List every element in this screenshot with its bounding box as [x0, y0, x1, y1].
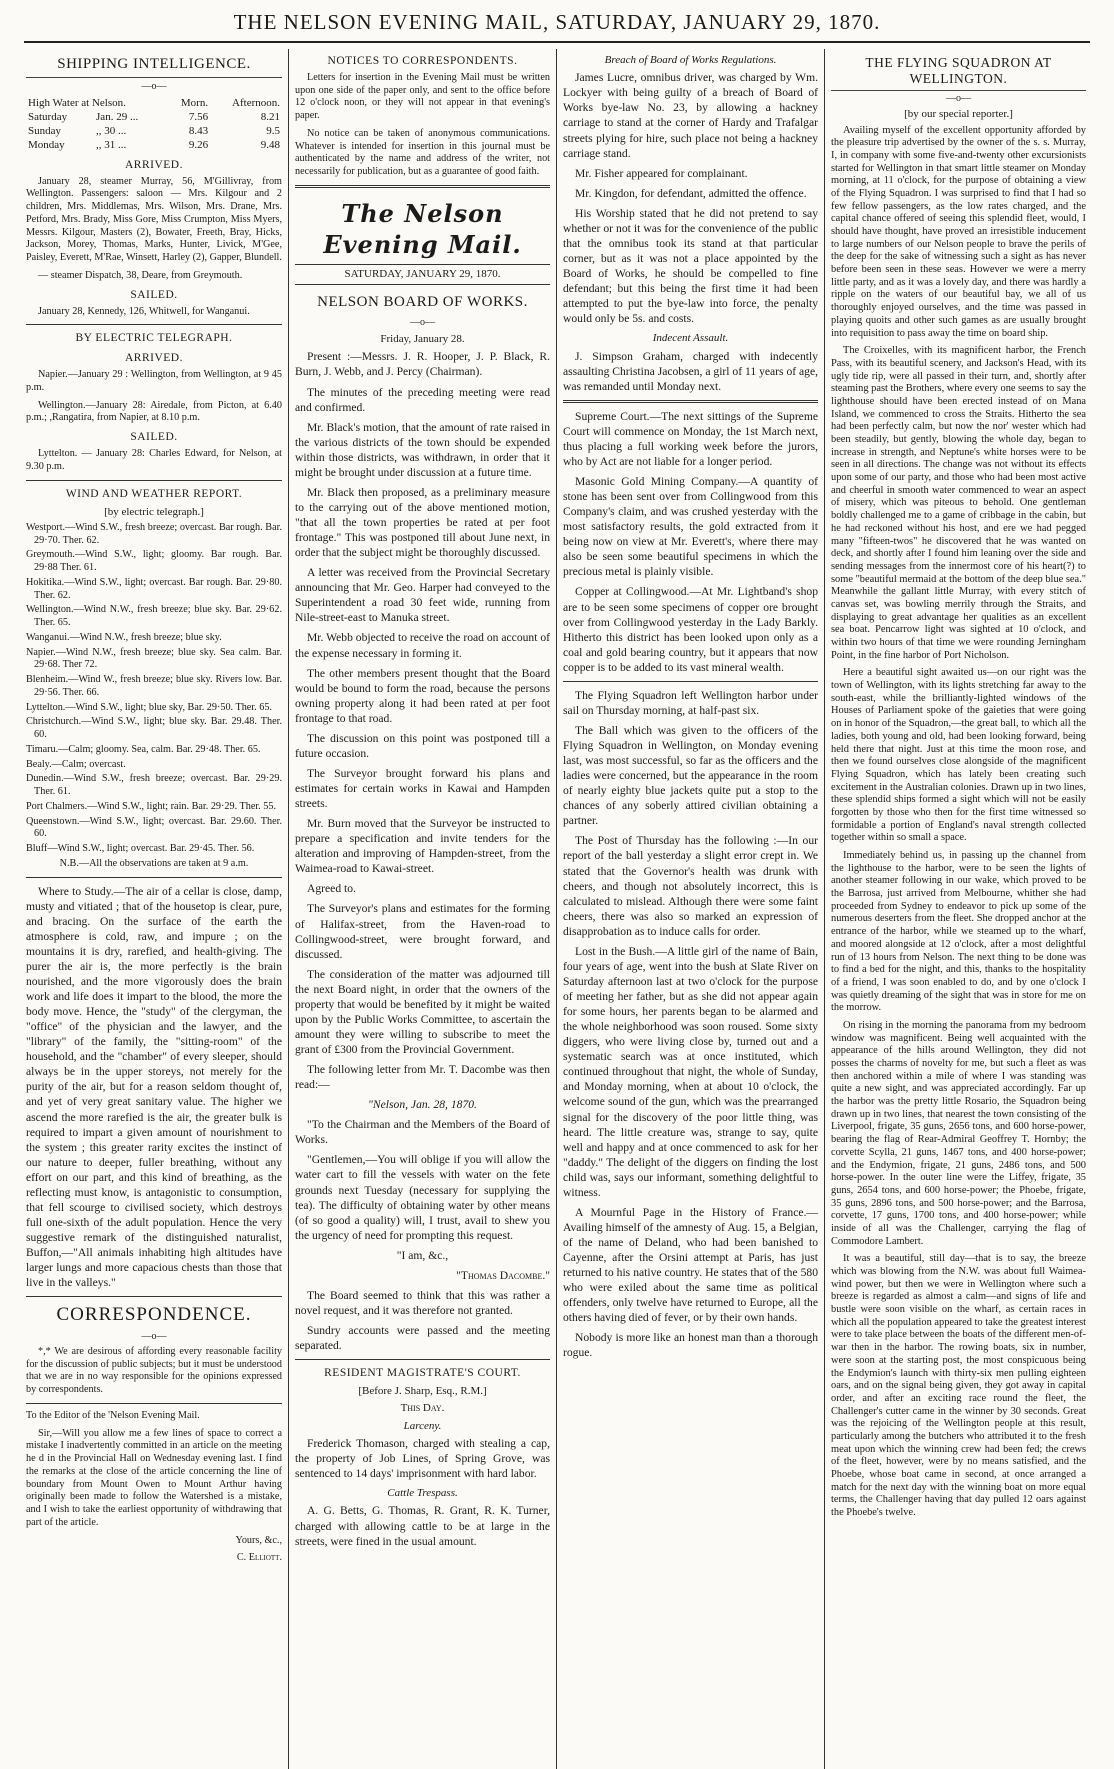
court-title: RESIDENT MAGISTRATE'S COURT.	[324, 1367, 521, 1380]
shipping-title: SHIPPING INTELLIGENCE.	[26, 55, 282, 78]
ornament: —o—	[946, 92, 971, 104]
tide-row: Saturday Jan. 29 ... 7.56 8.21	[28, 110, 280, 123]
board-paragraph: The discussion on this point was postponed till a future occasion.	[295, 731, 550, 760]
paper-title: The Nelson Evening Mail.	[323, 198, 522, 260]
column-3	[556, 49, 824, 1769]
news-item: Copper at Collingwood.—At Mr. Lightband's shop are to be seen some specimens of copper ore brought over from Collingwood yesterday in the Lady Barkly. Hitherto this district has been looked upon only as a coal and gold bearing country, but it appears that now copper is to be added to its vast mineral wealth.	[563, 585, 818, 674]
letter-to: To the Editor of the 'Nelson Evening Mail.	[26, 1409, 200, 1421]
telegraph-sailed-heading: SAILED.	[130, 431, 178, 444]
court-paragraph: His Worship stated that he did not pretend to say whether or not it was for the convenience of the public that the omnibus took its stand at that particular corner, but as it was not a place appointed by the Board of Works, he should be compelled to fine defendant; but this being the first time it had been attempted to put the bye-law into force, the penalty would only be 5s. and costs.	[563, 206, 818, 326]
weather-list	[26, 522, 282, 856]
correspondence-notice: *,* We are desirous of affording every reasonable facility for the discussion of public subjects; but it must be understood that we are in no way responsible for the opinions expressed by correspondents.	[26, 1345, 282, 1396]
weather-entry: Bluff—Wind S.W., light; overcast. Bar. 29·45. Ther. 56.	[26, 843, 255, 855]
study-article: Where to Study.—The air of a cellar is close, damp, musty and vitiated ; that of the housetop is clear, pure, and bracing. On the surface of the earth the atmosphere is cold, raw, and impure ; on the mountains it is dry, rarefied, and health-giving. The purer the air is, the more perfectly is the brain nourished, and the more vigorously does the brain work and life does it impart to the blood, the more the body move. Hence, the "study" of the clergyman, the "office" of the physician and the lawyer, and the "library" of the family, the "sitting-room" of the household, and the "chamber" of every sleeper, should always be in the upper storeys, not merely for the purity of the air, but for a reason seldom thought of, and yet of very great sanitary value. The higher we ascend the more rarefied is the air, the greater bulk is required to impart a given amount of nourishment to the system ; this greater rarity excites the instinct of our nature to deeper, fuller breathing, without any effort on our part, and this kind of breathing, as the reflecting must know, is antagonistic to consumption, that fell scourge to civilised society, which destroys full one-sixth of the adult population. Hence the very suggestive remark of the distinguished naturalist, Buffon,—"All animals inhabiting high altitudes have larger lungs and more capacious chests than those that live in the valleys."	[26, 884, 282, 1290]
weather-entry: Lyttelton.—Wind S.W., light; blue sky, Bar. 29·50. Ther. 65.	[26, 701, 272, 713]
column-4	[824, 49, 1092, 1769]
paper-date: SATURDAY, JANUARY 29, 1870.	[295, 264, 550, 284]
sailed-heading: SAILED.	[130, 288, 178, 301]
ornament: —o—	[410, 317, 435, 329]
masthead: THE NELSON EVENING MAIL, SATURDAY, JANUARY 29, 1870.	[24, 10, 1090, 43]
weather-entry: Queenstown.—Wind S.W., light; overcast. Bar. 29.60. Ther. 60.	[26, 815, 282, 840]
weather-entry: Westport.—Wind S.W., fresh breeze; overcast. Bar rough. Bar. 29·70. Ther. 62.	[26, 521, 282, 546]
board-paragraph: Mr. Burn moved that the Surveyor be instructed to prepare a specification and invite tenders for the alteration and improving of Hampden-street, from the Waimea-road to Kawai-street.	[295, 817, 550, 876]
squadron-article	[831, 125, 1086, 1520]
board-paragraph: The other members present thought that the Board would be bound to form the road, because the persons owning property along it had been rated at per foot frontage to that road.	[295, 666, 550, 725]
weather-entry: Port Chalmers.—Wind S.W., light; rain. Bar. 29·29. Ther. 55.	[26, 800, 277, 812]
news-item: Nobody is more like an honest man than a thorough rogue.	[563, 1331, 818, 1360]
weather-entry: Timaru.—Calm; gloomy. Sea, calm. Bar. 29·48. Ther. 65.	[26, 743, 261, 755]
larceny-heading: Larceny.	[403, 1419, 442, 1432]
board-paragraph: The Board seemed to think that this was rather a novel request, and it was therefore not granted.	[295, 1288, 550, 1317]
weather-entry: Napier.—Wind N.W., fresh breeze; blue sky. Sea calm. Bar. 29·68. Ther 72.	[26, 646, 282, 671]
letter-close: Yours, &c.,	[235, 1534, 282, 1546]
cattle-heading: Cattle Trespass.	[387, 1487, 458, 1500]
weather-entry: Greymouth.—Wind S.W., light; gloomy. Bar rough. Bar. 29·88 Ther. 61.	[26, 549, 282, 574]
weather-entry: Hokitika.—Wind S.W., light; overcast. Bar rough. Bar. 29·80. Ther. 62.	[26, 576, 282, 601]
correspondence-title: CORRESPONDENCE.	[56, 1304, 252, 1326]
ornament: —o—	[141, 80, 167, 92]
larceny-text: Frederick Thomason, charged with stealing a cap, the property of Job Lines, of Spring Grove, was sentenced to 14 days' imprisonment with hard labor.	[295, 1436, 550, 1481]
ornament: —o—	[141, 1330, 167, 1342]
weather-entry: Christchurch.—Wind S.W., light; blue sky. Bar. 29.48. Ther. 60.	[26, 716, 282, 741]
squadron-paragraph: Availing myself of the excellent opportunity afforded by the pleasure trip advertised by the owner of the s. s. Murray, I, in company with some five-and-twenty other excursionists started for Wellington in that smart little steamer on Monday morning, at 11 o'clock, for the purpose of obtaining a view of the Flying Squadron. I was surprised to find that I had so few fellow passengers, as the low rates charged, and the capital chance offered of seeing this splendid fleet, would, I should have thought, have proved an irresistible inducement to large numbers of our Nelson people to brave the perils of the deep for the sake of witnessing such a sight as has never before been seen in these seas. However we were a merry little party, and as it was a lovely day, and there was hardly a ripple on the waters of our beautiful bay, we all of us thoroughly enjoyed ourselves, and the time was passed in playing quoits and other such games as are usually brought into requisition to pass away the time on board ship.	[831, 124, 1086, 339]
news-item: The Ball which was given to the officers of the Flying Squadron in Wellington, on Monday evening last, was most successful, so far as the officers and the ladies were concerned, but the appearance in the room of nearly eighty blue jackets quite put a stop to the chances of any soberly attired civilian obtaining a partner.	[563, 723, 818, 828]
weather-sub: [by electric telegraph.]	[104, 505, 204, 518]
court-before: [Before J. Sharp, Esq., R.M.]	[358, 1385, 487, 1398]
board-date: Friday, January 28.	[380, 333, 465, 346]
sailed-text: January 28, Kennedy, 126, Whitwell, for Wanganui.	[38, 305, 250, 317]
board-title: NELSON BOARD OF WORKS.	[317, 293, 528, 310]
arrived-text: — steamer Dispatch, 38, Deare, from Greymouth.	[38, 269, 243, 281]
board-paragraph: Sundry accounts were passed and the meeting separated.	[295, 1324, 550, 1353]
squadron-paragraph: It was a beautiful, still day—that is to say, the breeze which was blowing from the N.W. was about full Waimea-wind power, but then we were in Wellington where such a breeze is regarded as almost a calm—and signs of life and bustle were soon visible on the wharf, as certain races in which all the population appeared to take the greatest interest were to take place between the boats of the different men-of-war then in the harbor. The rowing boats, six in number, were soon at the starting post, the most conspicuous being the Endymion's launch with thirty-six men pulling eighteen oars, and on the signal being given, they got away in capital order, and after an exciting race round the fleet, the Challenger's cutter came in the winner by 30 seconds. Great was the rejoicing of the Wellington people at this result, particularly among the butchers who attributed it to the fresh meat upon which the winning crew had been fed; the crews of the fleet, however, were by no means satisfied, and the Phoebe, whose boat came in second, at once arranged a match for the next day with the winning boat on more equal terms, the Challenger having that day pulled 12 oars against the Phoebe's twelve.	[831, 1253, 1086, 1519]
weather-entry: Wanganui.—Wind N.W., fresh breeze; blue sky.	[26, 631, 222, 643]
news-item: Lost in the Bush.—A little girl of the name of Bain, four years of age, went into the bush at Slate River on Saturday afternoon last at two o'clock for the purpose of meeting her father, but as she did not appear again for some hours, her parents began to be alarmed and the whole neighborhood was soon roused. Some sixty diggers, who were living close by, turned out and a systematic search was at once instituted, which continued throughout that night, the whole of Sunday, and Monday morning, when at about 10 o'clock, the welcome sound of the gun, which was the prearranged signal for the discovery of the poor little thing, was heard. The little creature was, strange to say, quite well and happy and at once commenced to ask for her "daddy." The delight of the diggers on finding the lost child was, says our informant, something delightful to witness.	[563, 944, 818, 1199]
squadron-paragraph: The Croixelles, with its magnificent harbor, the French Pass, with its beautiful scenery, and Jackson's Head, with its ugly tide rip, were all passed in their turn, and, shortly after steaming past the Brothers, where every one seems to say the lighthouse should have been erected instead of on Mana Island, we commenced to cross the Straits. Hitherto the sea had been perfectly calm, but now the nor' wester which had been steadily, but gently, blowing the whole day, began to increase in strength, and Neptune's white horses were to be seen in all directions. The change was not without its effects upon some of our party, and those who had been most active and cheerful in smooth water commenced to wear an aspect of misery, which was piteous to behold. One gentleman boldly challenged me to a game of cribbage in the cabin, but he had reckoned without his host, and ere we had pegged many "fifteen-twos" he discovered that he was wanted on deck, and shortly after I found him leaning over the side and sending messages from the innermost core of his heart(?) to some "beautiful mermaid at the bottom of the deep blue sea." Meanwhile the gallant little Murray, with every stitch of canvas set, was bowling merrily through the Straits, and displaying to great advantage her qualities as an excellent sea boat. Pencarrow light was sighted at 10 o'clock, and within two hours of that time we were rounding Jerningham Point, in the fine harbor of Port Nicholson.	[831, 345, 1086, 661]
squadron-sub: [by our special reporter.]	[904, 108, 1013, 121]
board-paragraph: The Surveyor's plans and estimates for the forming of Halifax-street, from the Haven-road to Collingwood-street, were brought forward, and discussed.	[295, 902, 550, 961]
board-paragraph: The consideration of the matter was adjourned till the next Board night, in order that the owners of the property that would be benefited by it might be waited upon by the Public Works Committee, to ascertain the amount they were willing to subscribe to meet the grant of £300 from the Provincial Government.	[295, 967, 550, 1057]
board-paragraph: Mr. Webb objected to receive the road on account of the expense necessary in forming it.	[295, 631, 550, 660]
cattle-text: A. G. Betts, G. Thomas, R. Grant, R. K. Turner, charged with allowing cattle to be at large in the streets, were fined in the usual amount.	[295, 1504, 550, 1548]
notices-text: No notice can be taken of anonymous communications. Whatever is intended for insertion in this journal must be authenticated by the name and address of the writer, not necessarily for publication, but as a guarantee of good faith.	[295, 127, 550, 178]
board-paragraph: The following letter from Mr. T. Dacombe was then read:—	[295, 1063, 550, 1092]
court-paragraph: James Lucre, omnibus driver, was charged by Wm. Lockyer with being guilty of a breach of Board of Works bye-law No. 23, by allowing a hackney carriage to stand at the corner of Hardy and Trafalgar streets plying for hire, such place not being a hackney carriage stand.	[563, 71, 818, 160]
court-paragraph: Mr. Fisher appeared for complainant.	[575, 166, 748, 180]
tide-header: Morn.	[180, 96, 209, 109]
board-paragraph: The Surveyor brought forward his plans and estimates for certain works in Kawai and Hampden streets.	[295, 766, 550, 811]
letter-body: "Gentlemen,—You will oblige if you will allow the water cart to fill the vessels with water on the fete grounds next Tuesday (necessary for supplying the tea). The difficulty of obtaining water by other means (of so good a quality) will, I trust, avail to shew you the urgency of need for prompting this request.	[295, 1153, 550, 1242]
board-paragraph: Agreed to.	[307, 882, 356, 896]
news-item: The Post of Thursday has the following :—In our report of the ball yesterday a slight error crept in. We stated that the Governor's health was drunk with cheers, and though not absolutely incorrect, this is calculated to mislead. Although there were some faint cheers, there was also so marked an expression of disapprobation as to induce calls for order.	[563, 834, 818, 938]
weather-entry: Dunedin.—Wind S.W., fresh breeze; overcast. Bar. 29·29. Ther. 61.	[26, 773, 282, 798]
board-paragraph: Present :—Messrs. J. R. Hooper, J. P. Black, R. Burn, J. Webb, and J. Percy (Chairman).	[295, 350, 550, 379]
arrived-heading: ARRIVED.	[125, 158, 183, 171]
tide-header: Afternoon.	[232, 96, 280, 109]
arrived-text: January 28, steamer Murray, 56, M'Gillivray, from Wellington. Passengers: saloon — Mrs. Kilgour and 2 children, Mrs. Middlemas, Mrs. Wilson, Mrs. Drane, Mrs. Petford, Mrs. Brady, Miss Gore, Miss Crumpton, Miss Myers, Messrs. Kilgour, Masters (2), Bowater, Freeth, Bray, Hicks, Jackson, Morey, Thomas, Marks, Hunter, Livick, M'Gee, Paisley, Everett, M'Rae, Winsett, Harley (2), Gapper, Blundell.	[26, 175, 282, 264]
notices-title: NOTICES TO CORRESPONDENTS.	[327, 55, 518, 67]
squadron-paragraph: Here a beautiful sight awaited us—on our right was the town of Wellington, with its lights stretching far away to the south-east, while the brilliantly-lighted windows of the Houses of Parliament spoke of the gaieties that were going on in honor of the Squadron,—the great ball, to which all the ladies, both young and old, had been looking forward, being held there that night. Just at this time the moon rose, and then we found ourselves close alongside of the magnificent Flying Squadron, which has lately been creating such excitement in the Australian colonies. Drawn up in two lines, these splendid ships formed a sight which will not be easily forgotten by those who then for the first time witnessed so formidable a portion of England's naval strength collected together within so small a space.	[831, 667, 1086, 844]
court-day: This Day.	[400, 1402, 445, 1415]
column-1	[20, 49, 288, 1769]
squadron-title: THE FLYING SQUADRON AT WELLINGTON.	[831, 55, 1086, 91]
letter-body: Sir,—Will you allow me a few lines of space to correct a mistake I inadvertently committed in an article on the meeting he d in the Provincial Hall on Wednesday evening last. I find the remarks at the close of the article concerning the line of boundary from Mount Owen to Mount Arthur having originally been made to follow the Watershed is a mistake, and I wish to take the earliest opportunity of withdrawing that part of the article.	[26, 1427, 282, 1528]
court-paragraph: Mr. Kingdon, for defendant, admitted the offence.	[575, 186, 807, 200]
letter-date: "Nelson, Jan. 28, 1870.	[368, 1098, 477, 1112]
telegraph-entry: Napier.—January 29 : Wellington, from Wellington, at 9 45 p.m.	[26, 369, 282, 393]
squadron-paragraph: On rising in the morning the panorama from my bedroom window was magnificent. Being well acquainted with the appearance of the hills around Wellington, they did not posses the charms of novelty for me, but such a fleet as was then anchored within a mile of where I was standing was quite a new sight, and was appreciated accordingly. Far up the harbor was the pretty little Rosario, the Squadron being drawn up in two lines, that nearest the town consisting of the Liverpool, frigate, 35 guns, 2656 tons, and 600 horse-power, bearing the flag of Rear-Admiral Geoffrey T. Hornby; the corvette Scylla, 21 guns, 1467 tons, and 400 horse-power; and the Endymion, frigate, 21 guns, 2486 tons, and 500 horse-power. In the outer line were the Liffey, frigate, 35 guns, 2654 tons, and 600 horse-power; the Phoebe, frigate, 35 guns, 2896 tons, and 500 horse-power; and the Barrosa, corvette, 17 guns, 1700 tons, and 400 horse-power; while inside of all was the Challenger, carrying the flag of Commodore Lambert.	[831, 1019, 1086, 1247]
tide-row: Sunday ,, 30 ... 8.43 9.5	[28, 125, 280, 138]
assault-text: J. Simpson Graham, charged with indecently assaulting Christina Jacobsen, a girl of 11 years of age, was remanded until Monday next.	[563, 349, 818, 393]
weather-title: WIND AND WEATHER REPORT.	[65, 487, 243, 500]
board-paragraph: Mr. Black's motion, that the amount of rate raised in the various districts of the town should be expended within those districts, was withdrawn, in order that it might be brought under discussion at a future time.	[295, 420, 550, 479]
weather-note: N.B.—All the observations are taken at 9 a.m.	[59, 857, 249, 869]
weather-entry: Wellington.—Wind N.W., fresh breeze; blue sky. Bar. 29·62. Ther. 65.	[26, 604, 282, 629]
column-2	[288, 49, 556, 1769]
letter-signature: "Thomas Dacombe."	[456, 1268, 550, 1282]
telegraph-entry: Lyttelton. — January 28: Charles Edward, for Nelson, at 9.30 p.m.	[26, 448, 282, 472]
weather-entry: Bealy.—Calm; overcast.	[26, 758, 126, 770]
board-paragraph: The minutes of the preceding meeting were read and confirmed.	[295, 385, 550, 414]
board-paragraph: Mr. Black then proposed, as a preliminary measure to the carrying out of the above mentioned motion, "that all the town properties be rated at per foot frontage." This was postponed till about June next, in order that the subject might be thoroughly discussed.	[295, 485, 550, 560]
tide-row: Monday ,, 31 ... 9.26 9.48	[28, 139, 280, 152]
telegraph-entry: Wellington.—January 28: Airedale, from Picton, at 6.40 p.m.; ,Rangatira, from Napier, at 8.10 p.m.	[26, 399, 282, 424]
breach-heading: Breach of Board of Works Regulations.	[604, 54, 777, 66]
squadron-paragraph: Immediately behind us, in passing up the channel from the lighthouse to the harbor, were to be seen the lights of another steamer following in our wake, which proved to be the Barrosa, just arrived from Melbourne, whither she had proceeded from Sydney to endeavor to pick up some of the numerous deserters from the fleet. She dropped anchor at the entrance of the harbor, while we steamed up to the wharf, and moored alongside at 12 o'clock, after a most delightful run of 13 hours from Nelson. The next thing to be done was to find a bed for the night, and this, thanks to the hospitality of a friend, I was soon enabled to do, and by one o'clock I was quietly dreaming of the sight that was in store for me on the morrow.	[831, 850, 1086, 1014]
news-item: Supreme Court.—The next sittings of the Supreme Court will commence on Monday, the 1st March next, thus placing a full working week before the jurors, who by Act are not liable for a longer period.	[563, 409, 818, 468]
board-report	[295, 349, 550, 1092]
news-item: The Flying Squadron left Wellington harbor under sail on Thursday morning, at half-past six.	[563, 688, 818, 717]
letter-close: "I am, &c.,	[396, 1248, 449, 1262]
letter-signature: C. Elliott.	[236, 1552, 282, 1564]
tide-table	[26, 96, 282, 153]
news-item: Masonic Gold Mining Company.—A quantity of stone has been sent over from Collingwood from this Company's claim, and was crushed yesterday with the most satisfactory results, the gold extracted from it being now on view at Mr. Everett's, where there may also be seen some beautiful specimens in which the precious metal is plainly visible.	[563, 475, 818, 579]
letter-to: "To the Chairman and the Members of the Board of Works.	[295, 1118, 550, 1147]
weather-entry: Blenheim.—Wind W., fresh breeze; blue sky. Rivers low. Bar. 29·56. Ther. 66.	[26, 674, 282, 698]
tide-header: High Water at Nelson.	[28, 96, 126, 109]
news-item: A Mournful Page in the History of France.—Availing himself of the amnesty of Aug. 15, a Belgian, of the name of Deland, who had been banished to Cayenne, after the Orsini attempt at Paris, has just returned to his native country. He states that of the 580 who were exiled about the same time as political offenders, only twelve have returned to Europe, all the others having died of fever, or by their own hands.	[563, 1205, 818, 1325]
board-paragraph: A letter was received from the Provincial Secretary announcing that Mr. Geo. Harper had conveyed to the Superintendent a road 30 feet wide, running from Nile-street-east to Manuka street.	[295, 566, 550, 625]
notices-text: Letters for insertion in the Evening Mail must be written upon one side of the paper only, and sent to the office before 12 o'clock noon, or they will not appear in that evening's paper.	[295, 71, 550, 122]
telegraph-title: BY ELECTRIC TELEGRAPH.	[75, 332, 233, 345]
telegraph-arrived-heading: ARRIVED.	[125, 352, 183, 365]
assault-heading: Indecent Assault.	[652, 332, 729, 345]
